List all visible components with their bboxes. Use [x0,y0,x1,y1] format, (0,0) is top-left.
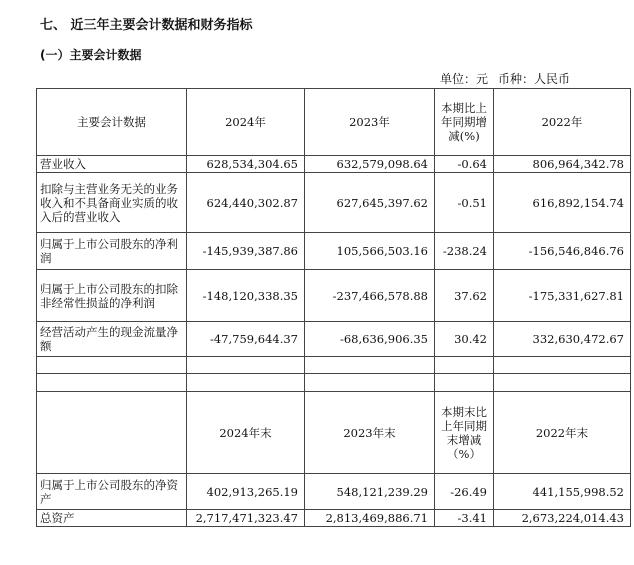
value-2024: 402,913,265.19 [187,474,305,510]
table-row [37,510,631,527]
row-label: 扣除与主营业务无关的业务收入和不具备商业实质的收入后的营业收入 [37,173,187,233]
table-row [37,233,631,270]
value-change: 37.62 [435,270,494,322]
table-row [37,474,631,510]
header-cell: 本期末比上年同期末增减（%） [435,392,494,474]
value-2023: 627,645,397.62 [305,173,435,233]
value-2023: 632,579,098.64 [305,156,435,173]
row-label: 总资产 [37,510,187,527]
value-2024: -47,759,644.37 [187,322,305,357]
table1-header-row [37,89,631,156]
table-row [37,322,631,357]
value-change: -26.49 [435,474,494,510]
value-2024: 2,717,471,323.47 [187,510,305,527]
row-label: 经营活动产生的现金流量净额 [37,322,187,357]
unit-label: 单位：元 [440,72,489,86]
header-cell: 2024年 [187,89,305,156]
section-title: 七、 近三年主要会计数据和财务指标 [40,18,253,33]
value-2022: -175,331,627.81 [494,270,631,322]
currency-label: 币种：人民币 [498,72,571,86]
value-2024: -145,939,387.86 [187,233,305,270]
empty-row [37,374,631,392]
header-cell: 2024年末 [187,392,305,474]
row-label: 归属于上市公司股东的扣除非经常性损益的净利润 [37,270,187,322]
value-2023: 2,813,469,886.71 [305,510,435,527]
value-2022: 441,155,998.52 [494,474,631,510]
value-2024: 624,440,302.87 [187,173,305,233]
value-2024: -148,120,338.35 [187,270,305,322]
value-2022: -156,546,846.76 [494,233,631,270]
header-cell [37,392,187,474]
table2-header-row [37,392,631,474]
value-change: -3.41 [435,510,494,527]
value-2023: -237,466,578.88 [305,270,435,322]
value-2022: 2,673,224,014.43 [494,510,631,527]
value-2022: 332,630,472.67 [494,322,631,357]
row-label: 归属于上市公司股东的净利润 [37,233,187,270]
empty-row [37,357,631,374]
table-row [37,173,631,233]
header-cell: 本期比上年同期增减(%) [435,89,494,156]
header-cell: 2022年末 [494,392,631,474]
table-row [37,156,631,173]
value-2022: 616,892,154.74 [494,173,631,233]
value-change: -0.64 [435,156,494,173]
value-2024: 628,534,304.65 [187,156,305,173]
table-row [37,270,631,322]
value-change: -0.51 [435,173,494,233]
unit-line [440,70,570,87]
header-cell: 2023年 [305,89,435,156]
row-label: 营业收入 [37,156,187,173]
subsection-title: (一）主要会计数据 [40,48,142,62]
value-2023: 548,121,239.29 [305,474,435,510]
value-2022: 806,964,342.78 [494,156,631,173]
header-cell: 2022年 [494,89,631,156]
value-2023: -68,636,906.35 [305,322,435,357]
header-cell: 2023年末 [305,392,435,474]
value-change: 30.42 [435,322,494,357]
accounting-data-table [36,88,631,527]
value-2023: 105,566,503.16 [305,233,435,270]
header-cell: 主要会计数据 [37,89,187,156]
row-label: 归属于上市公司股东的净资产 [37,474,187,510]
value-change: -238.24 [435,233,494,270]
